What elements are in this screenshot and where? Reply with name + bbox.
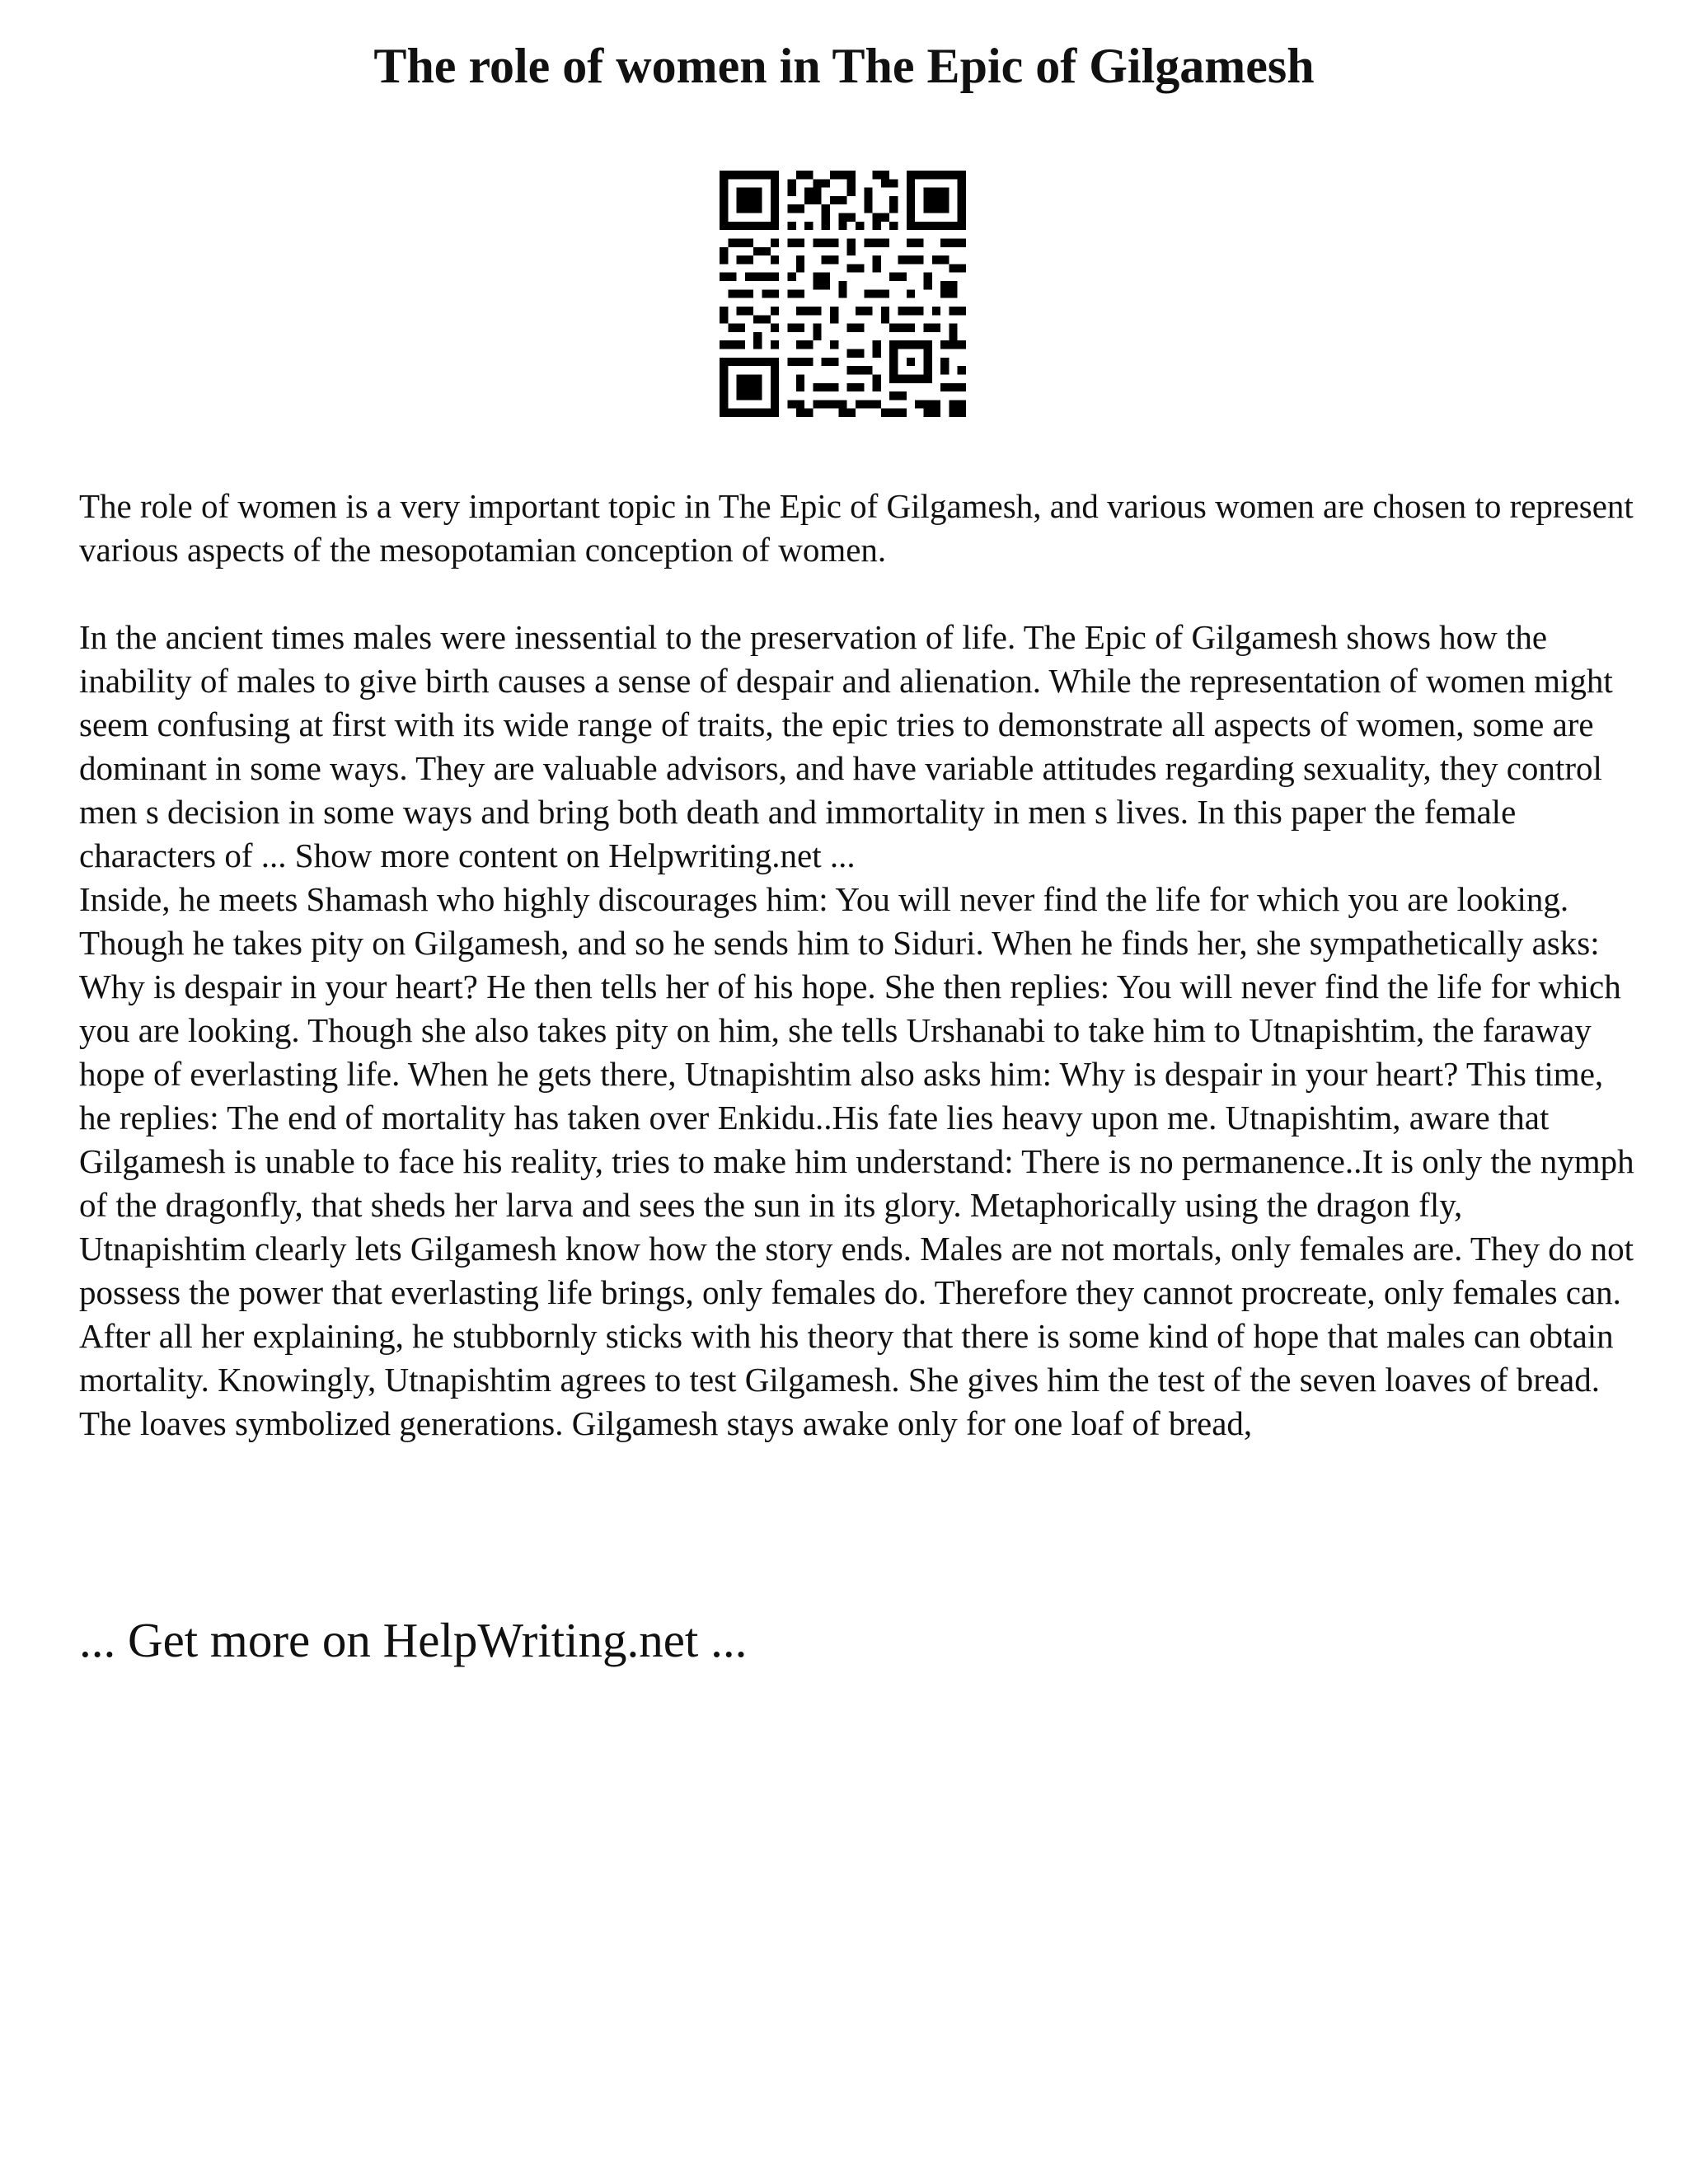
document-title: The role of women in The Epic of Gilgamesh (373, 39, 1315, 93)
qr-code-graphic (720, 171, 966, 417)
paragraph-intro: The role of women is a very important topic in The Epic of Gilgamesh, and various women are chosen to represent various aspects of the mesopotamian conception of women. (79, 487, 1634, 569)
paragraph-shamash: Inside, he meets Shamash who highly discourages him: You will never find the life for which you are looking. Though he takes pity on Gilgamesh, and so he sends him to Siduri. When he finds her, she sympathetically asks: Why is despair in your heart? He then tells her of his hope. She then replies: You will never find the life for which you are looking. Though she also takes pity on him, she tells Urshanabi to take him to Utnapishtim, the faraway hope of everlasting life. When he gets there, Utnapishtim also asks him: Why is despair in your heart? This time, he replies: The end of mortality has taken over Enkidu..His fate lies heavy upon me. Utnapishtim, aware that Gilgamesh is unable to face his reality, tries to make him understand: There is no permanence..It is only the nymph of the dragonfly, that sheds her larva and sees the sun in its glory. Metaphorically using the dragon fly, Utnapishtim clearly lets Gilgamesh know how the story ends. Males are not mortals, only females are. They do not possess the power that everlasting life brings, only females do. Therefore they cannot procreate, only females can. After all her explaining, he stubbornly sticks with his theory that there is some kind of hope that males can obtain mortality. Knowingly, Utnapishtim agrees to test Gilgamesh. She gives him the test of the seven loaves of bread. The loaves symbolized generations. Gilgamesh stays awake only for one loaf of bread, (79, 880, 1634, 1442)
qr-code-icon[interactable] (720, 171, 966, 417)
get-more-link[interactable]: ... Get more on HelpWriting.net ... (79, 1613, 748, 1667)
paragraph-ancient-times: In the ancient times males were inessential to the preservation of life. The Epic of Gilgamesh shows how the inability of males to give birth causes a sense of despair and alienation. While the representation of women might seem confusing at first with its wide range of traits, the epic tries to demonstrate all aspects of women, some are dominant in some ways. They are valuable advisors, and have variable attitudes regarding sexuality, they control men s decision in some ways and bring both death and immortality in men s lives. In this paper the female characters of ... Show more content on Helpwriting.net ... (79, 618, 1613, 874)
document-body (79, 485, 1637, 1446)
